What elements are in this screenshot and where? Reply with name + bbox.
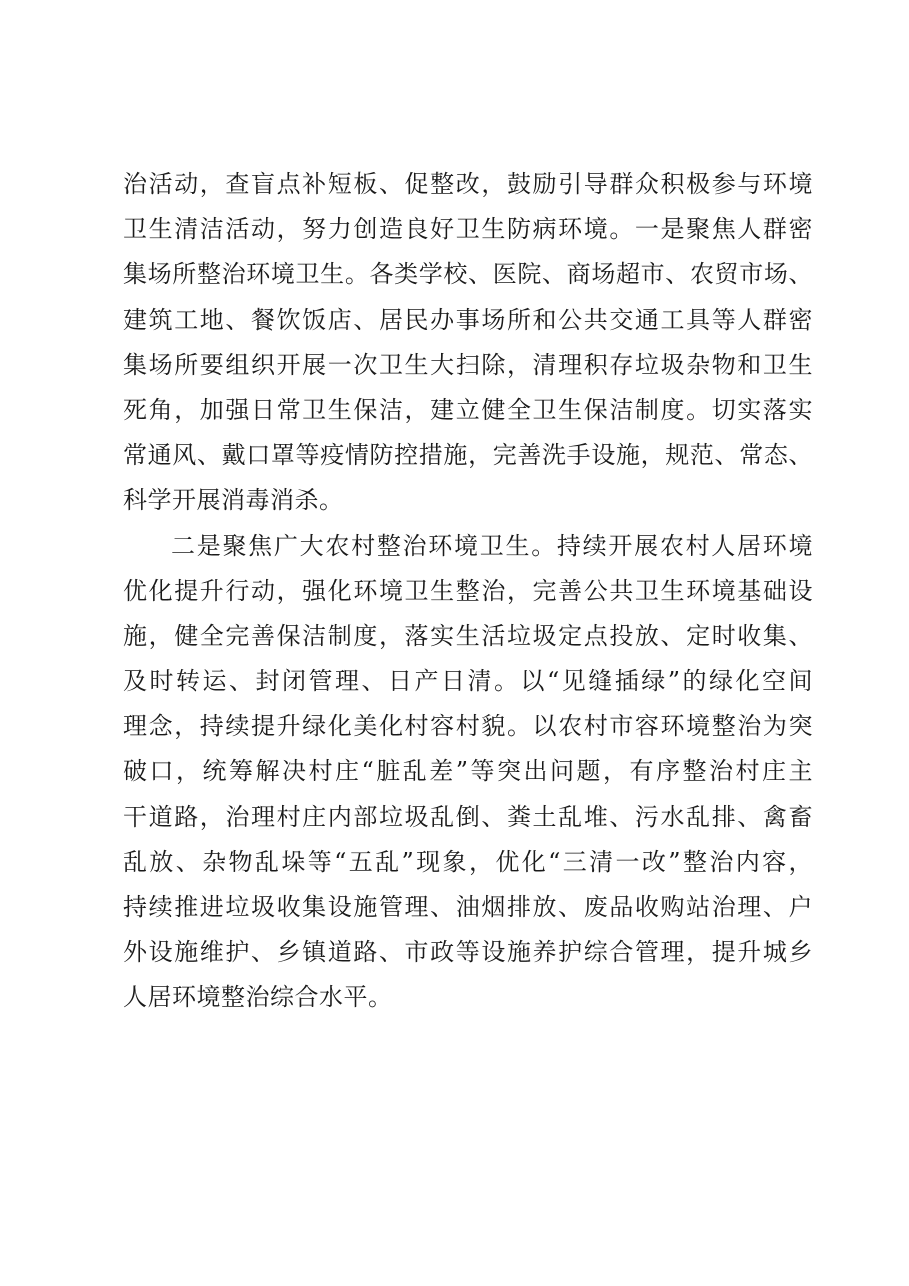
paragraph-1-line-3: 集场所整治环境卫生。各类学校、医院、商场超市、农贸市场、 [123, 260, 813, 289]
paragraph-2-line-5: 理念，持续提升绿化美化村容村貌。以农村市容环境整治为突 [123, 712, 813, 741]
paragraph-2-line-4: 及时转运、封闭管理、日产日清。以“见缝插绿”的绿化空间 [123, 667, 813, 696]
paragraph-1-line-6: 死角，加强日常卫生保洁，建立健全卫生保洁制度。切实落实 [123, 395, 813, 424]
paragraph-2-line-2: 优化提升行动，强化环境卫生整治，完善公共卫生环境基础设 [123, 576, 813, 605]
paragraph-1-line-7: 常通风、戴口罩等疫情防控措施，完善洗手设施，规范、常态、 [123, 441, 813, 470]
paragraph-1-line-5: 集场所要组织开展一次卫生大扫除，清理积存垃圾杂物和卫生 [123, 350, 813, 379]
paragraph-2-line-10: 外设施维护、乡镇道路、市政等设施养护综合管理，提升城乡 [123, 938, 813, 967]
paragraph-2-line-7: 干道路，治理村庄内部垃圾乱倒、粪土乱堆、污水乱排、禽畜 [123, 802, 813, 831]
paragraph-1-line-2: 卫生清洁活动，努力创造良好卫生防病环境。一是聚焦人群密 [123, 215, 813, 244]
paragraph-2-line-6: 破口，统筹解决村庄“脏乱差”等突出问题，有序整治村庄主 [123, 757, 813, 786]
paragraph-1 [123, 162, 813, 524]
paragraph-2-line-8: 乱放、杂物乱垛等“五乱”现象，优化“三清一改”整治内容， [123, 847, 813, 876]
paragraph-2-line-9: 持续推进垃圾收集设施管理、油烟排放、废品收购站治理、户 [123, 893, 813, 921]
paragraph-1-line-8: 科学开展消毒消杀。 [123, 486, 344, 515]
paragraph-2 [123, 524, 813, 1021]
paragraph-1-line-4: 建筑工地、餐饮饭店、居民办事场所和公共交通工具等人群密 [123, 305, 813, 334]
document-body [123, 162, 813, 1021]
paragraph-2-line-1: 二是聚焦广大农村整治环境卫生。持续开展农村人居环境 [171, 531, 813, 560]
paragraph-1-line-1: 治活动，查盲点补短板、促整改，鼓励引导群众积极参与环境 [123, 170, 813, 198]
paragraph-2-line-11: 人居环境整治综合水平。 [123, 983, 393, 1012]
paragraph-2-line-3: 施，健全完善保洁制度，落实生活垃圾定点投放、定时收集、 [123, 621, 813, 650]
